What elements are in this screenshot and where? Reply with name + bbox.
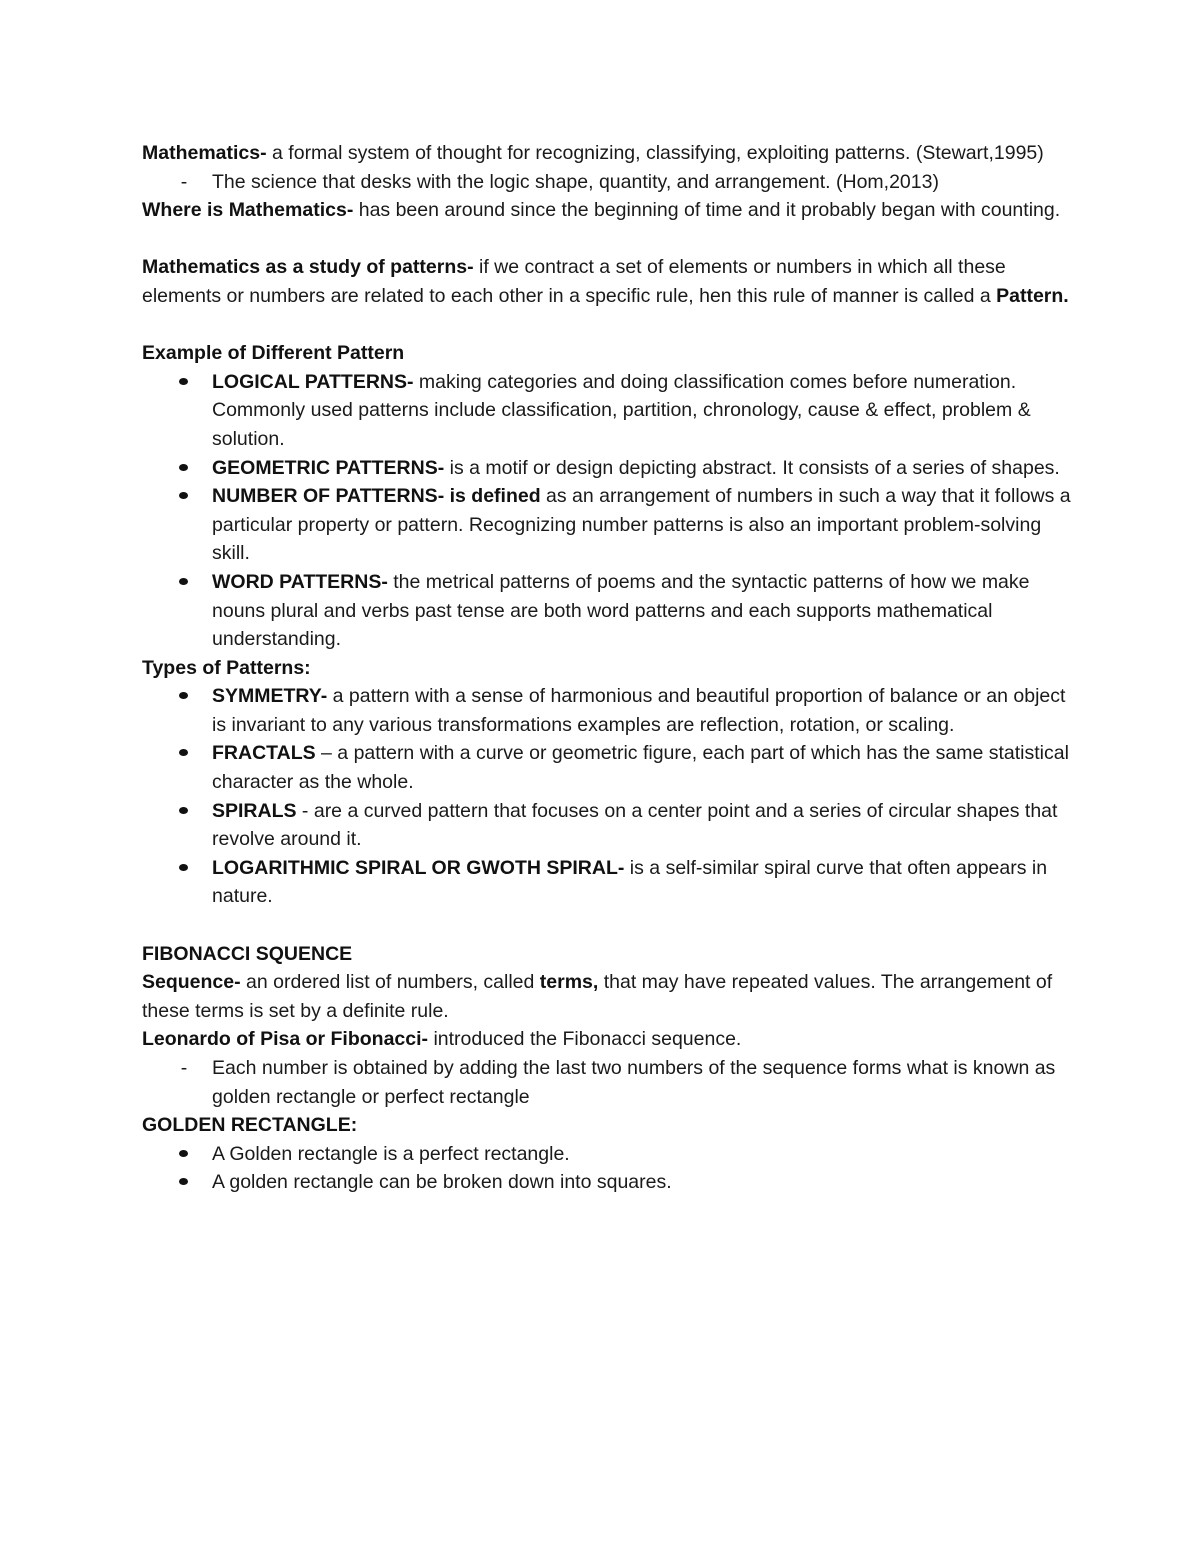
- item-text: as an arrangement of numbers in such a way that it follows a particular property or pattern. Recognizing number patterns is also an important problem-solving skill.: [212, 485, 1071, 565]
- types-heading: Types of Patterns:: [142, 656, 311, 679]
- item-term: LOGICAL PATTERNS-: [212, 370, 414, 393]
- item-term: SYMMETRY-: [212, 685, 328, 708]
- list-item: [142, 368, 1072, 454]
- item-term: WORD PATTERNS-: [212, 570, 388, 593]
- list-item: [142, 1140, 1072, 1169]
- item-text: is a motif or design depicting abstract. It consists of a series of shapes.: [444, 456, 1060, 479]
- item-text: making categories and doing classification comes before numeration. Commonly used patterns include classification, partition, chronology, cause & effect, problem & solution.: [212, 370, 1031, 450]
- bullet-icon: [179, 378, 188, 385]
- dash-marker: -: [180, 170, 188, 193]
- sequence-definition: Sequence- an ordered list of numbers, called terms, that may have repeated values. The arrangement of these terms is set by a definite rule.: [142, 971, 1053, 1022]
- math-dash-item: [142, 168, 1072, 197]
- where-definition: [142, 196, 1072, 225]
- list-item: [142, 854, 1072, 911]
- bullet-icon: [179, 749, 188, 756]
- examples-heading: Example of Different Pattern: [142, 342, 405, 365]
- study-text: if we contract a set of elements or numbers in which all these elements or numbers are related to each other in a specific rule, hen this rule of manner is called a: [142, 256, 1006, 307]
- item-term: LOGARITHMIC SPIRAL OR GWOTH SPIRAL-: [212, 856, 625, 879]
- item-term: FRACTALS: [212, 742, 316, 765]
- golden-heading: GOLDEN RECTANGLE:: [142, 1114, 358, 1137]
- item-text: is a self-similar spiral curve that often appears in nature.: [212, 856, 1048, 908]
- bullet-icon: [179, 492, 188, 499]
- bullet-icon: [179, 807, 188, 814]
- study-term: Mathematics as a study of patterns-: [142, 256, 474, 279]
- item-text: – a pattern with a curve or geometric figure, each part of which has the same statistical character as the whole.: [212, 742, 1069, 794]
- math-definition: [142, 139, 1072, 168]
- where-term: Where is Mathematics-: [142, 199, 354, 222]
- bullet-icon: [179, 1178, 188, 1185]
- item-term: SPIRALS: [212, 799, 297, 822]
- math-term: Mathematics-: [142, 142, 267, 164]
- math-dash-text: The science that desks with the logic shape, quantity, and arrangement. (Hom,2013): [212, 170, 939, 193]
- item-text: the metrical patterns of poems and the syntactic patterns of how we make nouns plural and verbs past tense are both word patterns and each supports mathematical understanding.: [212, 570, 1030, 651]
- bullet-icon: [179, 692, 188, 699]
- item-term: GEOMETRIC PATTERNS-: [212, 456, 445, 479]
- list-item: [142, 1168, 1072, 1197]
- bullet-icon: [179, 864, 188, 871]
- item-term: NUMBER OF PATTERNS- is defined: [212, 485, 541, 508]
- list-item: [142, 568, 1072, 654]
- item-text: A golden rectangle can be broken down into squares.: [212, 1171, 672, 1194]
- sequence-term: Sequence-: [142, 971, 241, 994]
- document-page: [142, 139, 1072, 1197]
- fibonacci-heading: FIBONACCI SQUENCE: [142, 942, 353, 965]
- where-text: has been around since the beginning of time and it probably began with counting.: [353, 199, 1061, 222]
- bullet-icon: [179, 464, 188, 471]
- terms-word: terms,: [539, 971, 599, 994]
- list-item: [142, 482, 1072, 568]
- math-text: a formal system of thought for recognizing, classifying, exploiting patterns. (Stewart,1995): [266, 142, 1044, 164]
- study-definition: [142, 253, 1072, 310]
- list-item: [142, 454, 1072, 483]
- item-text: A Golden rectangle is a perfect rectangle.: [212, 1142, 570, 1165]
- leonardo-dash-item: [142, 1054, 1072, 1111]
- item-text: a pattern with a sense of harmonious and beautiful proportion of balance or an object is invariant to any various transformations examples are reflection, rotation, or scaling.: [212, 685, 1066, 736]
- dash-marker: -: [180, 1057, 188, 1079]
- leonardo-dash-text: Each number is obtained by adding the last two numbers of the sequence forms what is known as golden rectangle or perfect rectangle: [212, 1057, 1056, 1108]
- item-text: - are a curved pattern that focuses on a center point and a series of circular shapes that revolve around it.: [212, 799, 1058, 851]
- list-item: [142, 682, 1072, 739]
- bullet-icon: [179, 578, 188, 585]
- list-item: [142, 797, 1072, 854]
- study-pattern: Pattern.: [996, 284, 1069, 307]
- bullet-icon: [179, 1150, 188, 1157]
- leonardo-term: Leonardo of Pisa or Fibonacci-: [142, 1028, 429, 1051]
- list-item: [142, 739, 1072, 796]
- leonardo-definition: Leonardo of Pisa or Fibonacci- introduced the Fibonacci sequence.: [142, 1028, 742, 1051]
